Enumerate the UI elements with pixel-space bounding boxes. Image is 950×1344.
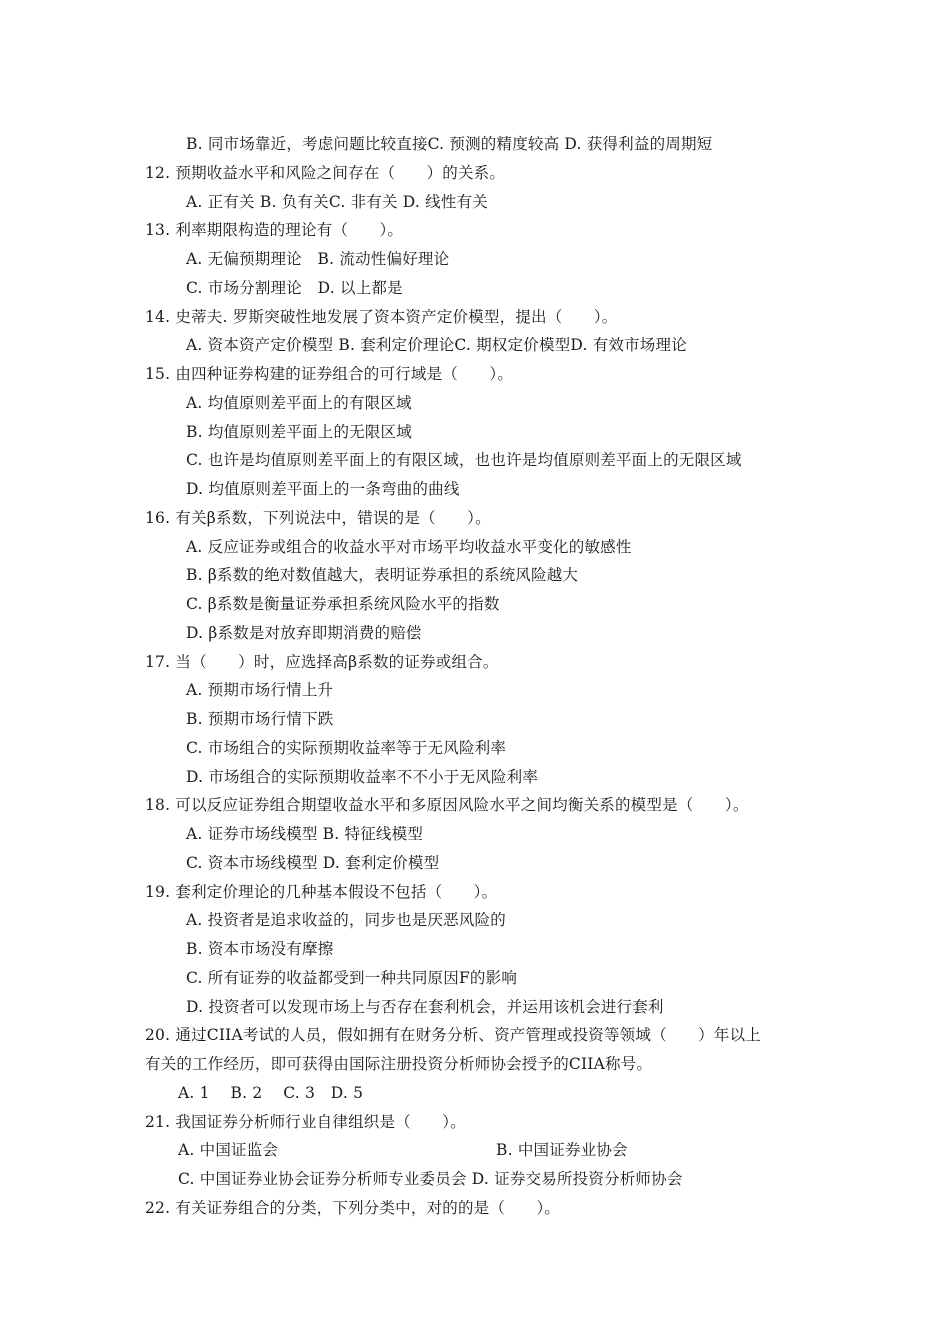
question-line: 有关的工作经历，即可获得由国际注册投资分析师协会授予的CIIA称号。 [145,1055,653,1073]
option-line: C. 所有证券的收益都受到一种共同原因F的影响 [186,968,518,987]
option-line: A. 资本资产定价模型 B. 套利定价理论C. 期权定价模型D. 有效市场理论 [186,336,687,355]
question-lines [0,130,950,1136]
question-line: 12. 预期收益水平和风险之间存在（ ）的关系。 [145,163,506,182]
option-line: A. 预期市场行情上升 [186,681,334,700]
question-line: 15. 由四种证券构建的证券组合的可行域是（ ）。 [145,365,514,383]
option-line: D. 均值原则差平面上的一条弯曲的曲线 [186,480,460,498]
option-line: A. 投资者是追求收益的，同步也是厌恶风险的 [186,911,506,930]
option-line: D. β系数是对放弃即期消费的赔偿 [186,623,422,642]
option-line: D. 市场组合的实际预期收益率不不小于无风险利率 [186,767,539,786]
q21-options-row-2: C. 中国证券业协会证券分析师专业委员会 D. 证券交易所投资分析师协会 [178,1170,683,1188]
option-line: A. 反应证券或组合的收益水平对市场平均收益水平变化的敏感性 [186,537,632,556]
option-line: C. 也许是均值原则差平面上的有限区域，也也许是均值原则差平面上的无限区域 [186,451,742,470]
option-line: B. 均值原则差平面上的无限区域 [186,422,412,441]
document-page [0,130,950,1223]
option-line: A. 证券市场线模型 B. 特征线模型 [186,825,424,843]
option-line: A. 均值原则差平面上的有限区域 [186,393,412,412]
option-line: C. 市场组合的实际预期收益率等于无风险利率 [186,738,507,757]
question-line: 16. 有关β系数，下列说法中，错误的是（ ）。 [145,508,491,527]
question-line: 19. 套利定价理论的几种基本假设不包括（ ）。 [145,882,498,901]
option-line: A. 1 B. 2 C. 3 D. 5 [178,1083,364,1102]
option-line: B. β系数的绝对数值越大，表明证券承担的系统风险越大 [186,566,579,585]
question-line: 17. 当（ ）时，应选择高β系数的证券或组合。 [145,652,499,671]
question-line: 21. 我国证券分析师行业自律组织是（ ）。 [145,1112,466,1131]
option-line: C. β系数是衡量证券承担系统风险水平的指数 [186,595,500,613]
q21-option-a: A. 中国证监会 [178,1141,279,1160]
question-line: 18. 可以反应证券组合期望收益水平和多原因风险水平之间均衡关系的模型是（ ）。 [145,796,749,815]
q21-option-b: B. 中国证券业协会 [496,1141,628,1160]
option-line: B. 资本市场没有摩擦 [186,940,334,958]
question-line: 13. 利率期限构造的理论有（ ）。 [145,221,404,240]
option-line: A. 正有关 B. 负有关C. 非有关 D. 线性有关 [186,192,488,211]
option-line: D. 投资者可以发现市场上与否存在套利机会，并运用该机会进行套利 [186,997,664,1016]
option-line: B. 预期市场行情下跌 [186,710,334,728]
option-line: C. 市场分割理论 D. 以上都是 [186,278,403,297]
q21-options-row-1 [0,1136,950,1165]
option-line: A. 无偏预期理论 B. 流动性偏好理论 [186,250,450,268]
question-22: 22. 有关证券组合的分类，下列分类中，对的的是（ ）。 [145,1198,561,1217]
question-line: 20. 通过CIIA考试的人员，假如拥有在财务分析、资产管理或投资等领域（ ）年以上 [145,1026,761,1045]
option-line: C. 资本市场线模型 D. 套利定价模型 [186,853,440,872]
question-line: 14. 史蒂夫. 罗斯突破性地发展了资本资产定价模型，提出（ ）。 [145,307,618,326]
option-line: B. 同市场靠近，考虑问题比较直接C. 预测的精度较高 D. 获得利益的周期短 [186,135,713,153]
